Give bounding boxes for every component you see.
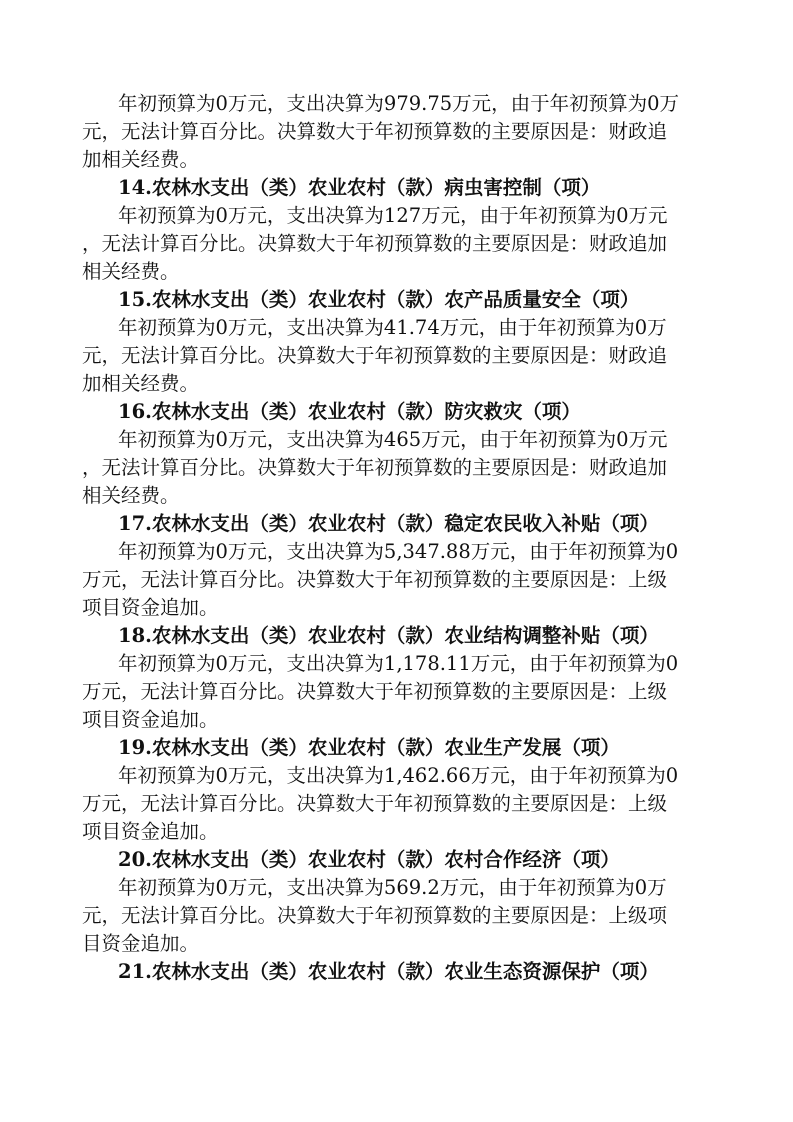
paragraph-first-line: 年初预算为0万元，支出决算为979.75万元，由于年初预算为0万 [118,92,680,115]
paragraph-line: 项目资金追加。 [82,708,219,731]
section-heading: 19.农林水支出（类）农业农村（款）农业生产发展（项） [118,736,620,759]
section-heading: 17.农林水支出（类）农业农村（款）稳定农民收入补贴（项） [118,512,659,535]
paragraph-line: 加相关经费。 [82,148,200,171]
paragraph-line: 相关经费。 [82,484,180,507]
paragraph-line: 元，无法计算百分比。决算数大于年初预算数的主要原因是：财政追 [82,344,668,367]
paragraph-first-line: 年初预算为0万元，支出决算为1,462.66万元，由于年初预算为0 [118,764,679,787]
paragraph-line: 目资金追加。 [82,932,200,955]
paragraph-first-line: 年初预算为0万元，支出决算为465万元，由于年初预算为0万元 [118,428,668,451]
paragraph-first-line: 年初预算为0万元，支出决算为1,178.11万元，由于年初预算为0 [118,652,679,675]
paragraph-first-line: 年初预算为0万元，支出决算为569.2万元，由于年初预算为0万 [118,876,667,899]
section-heading: 20.农林水支出（类）农业农村（款）农村合作经济（项） [118,848,620,871]
paragraph-first-line: 年初预算为0万元，支出决算为127万元，由于年初预算为0万元 [118,204,668,227]
paragraph-line: 项目资金追加。 [82,820,219,843]
paragraph-first-line: 年初预算为0万元，支出决算为5,347.88万元，由于年初预算为0 [118,540,679,563]
paragraph-line: ，无法计算百分比。决算数大于年初预算数的主要原因是：财政追加 [82,456,668,479]
paragraph-line: ，无法计算百分比。决算数大于年初预算数的主要原因是：财政追加 [82,232,668,255]
section-heading: 21.农林水支出（类）农业农村（款）农业生态资源保护（项） [118,960,659,983]
paragraph-line: 万元，无法计算百分比。决算数大于年初预算数的主要原因是：上级 [82,680,668,703]
paragraph-line: 项目资金追加。 [82,596,219,619]
paragraph-line: 加相关经费。 [82,372,200,395]
document-body [0,90,793,986]
section-heading: 14.农林水支出（类）农业农村（款）病虫害控制（项） [118,176,601,199]
paragraph-first-line: 年初预算为0万元，支出决算为41.74万元，由于年初预算为0万 [118,316,667,339]
section-heading: 15.农林水支出（类）农业农村（款）农产品质量安全（项） [118,288,640,311]
section-heading: 16.农林水支出（类）农业农村（款）防灾救灾（项） [118,400,581,423]
paragraph-line: 元，无法计算百分比。决算数大于年初预算数的主要原因是：上级项 [82,904,668,927]
section-heading: 18.农林水支出（类）农业农村（款）农业结构调整补贴（项） [118,624,659,647]
paragraph-line: 元，无法计算百分比。决算数大于年初预算数的主要原因是：财政追 [82,120,668,143]
paragraph-line: 万元，无法计算百分比。决算数大于年初预算数的主要原因是：上级 [82,568,668,591]
paragraph-line: 相关经费。 [82,260,180,283]
paragraph-line: 万元，无法计算百分比。决算数大于年初预算数的主要原因是：上级 [82,792,668,815]
